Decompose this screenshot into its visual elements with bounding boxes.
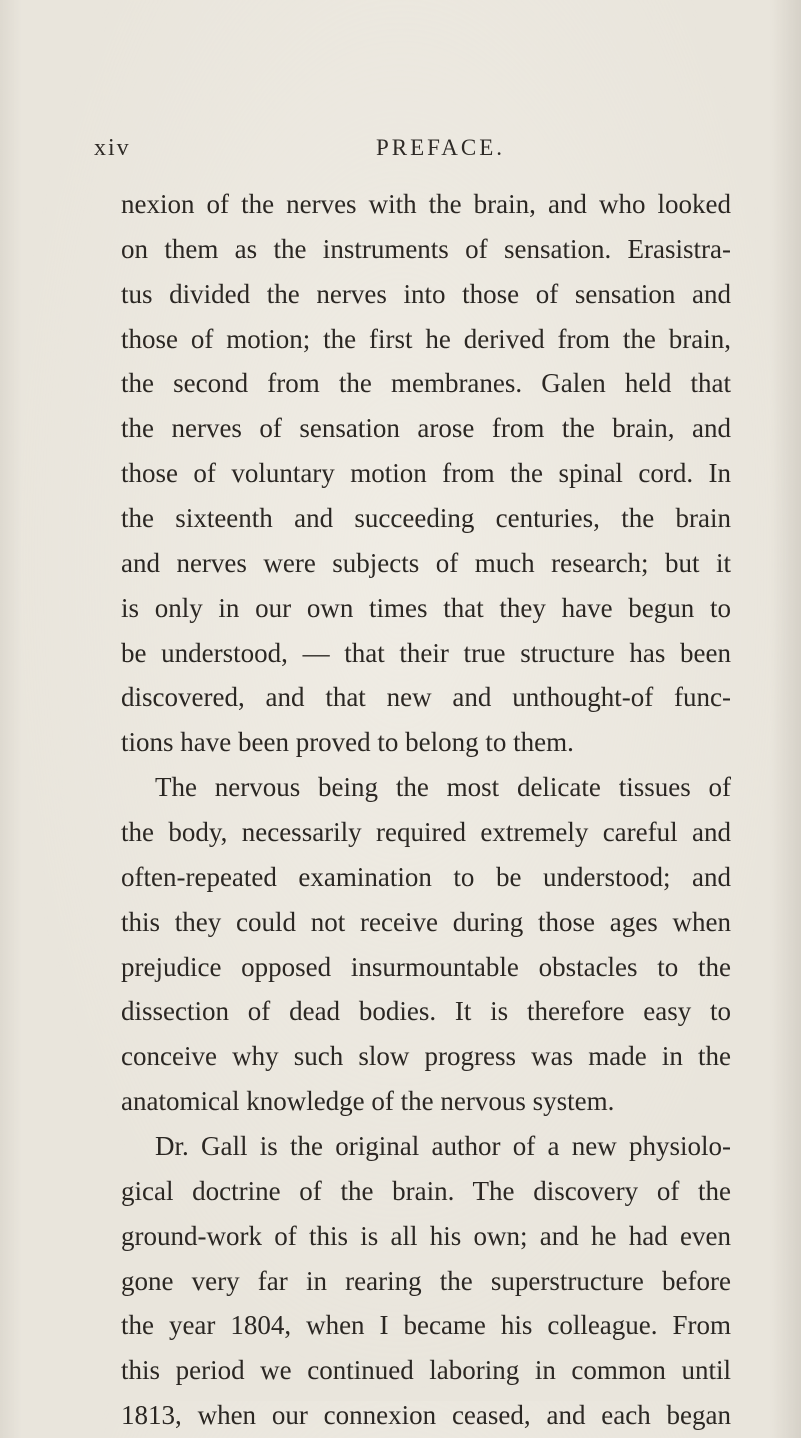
text-line: ground-work of this is all his own; and he had even [121, 1220, 731, 1251]
running-title: PREFACE. [376, 135, 506, 160]
text-line: dissection of dead bodies. It is therefore easy to [121, 996, 731, 1027]
paragraph-end-line: tions have been proved to belong to them. [121, 727, 574, 758]
text-line: 1813, when our connexion ceased, and each began [121, 1400, 731, 1431]
text-line: the body, necessarily required extremely careful and [121, 817, 731, 848]
text-line: often-repeated examination to be understood; and [121, 861, 731, 892]
text-line: on them as the instruments of sensation. Erasistra- [121, 233, 731, 264]
text-line: the second from the membranes. Galen held that [121, 368, 731, 399]
text-line: tus divided the nerves into those of sensation and [121, 278, 731, 309]
text-line: conceive why such slow progress was made in the [121, 1041, 731, 1072]
text-line: the sixteenth and succeeding centuries, the brain [121, 503, 731, 534]
text-line: discovered, and that new and unthought-of func- [121, 682, 731, 713]
page-number: xiv [94, 135, 131, 161]
text-line: is only in our own times that they have begun to [121, 592, 731, 623]
text-line: this period we continued laboring in common until [121, 1355, 731, 1386]
running-head [94, 131, 706, 165]
paragraph-end-line: anatomical knowledge of the nervous system. [121, 1086, 615, 1117]
text-line: those of voluntary motion from the spinal cord. In [121, 458, 731, 489]
text-line: gone very far in rearing the superstructure before [121, 1265, 731, 1296]
text-line: the year 1804, when I became his colleague. From [121, 1310, 731, 1341]
text-line: and nerves were subjects of much research; but it [121, 547, 731, 578]
text-line: gical doctrine of the brain. The discovery of the [121, 1175, 731, 1206]
text-line: those of motion; the first he derived from the brain, [121, 323, 731, 354]
text-line: this they could not receive during those ages when [121, 906, 731, 937]
text-line: be understood, — that their true structure has been [121, 637, 731, 668]
text-line: the nerves of sensation arose from the brain, and [121, 413, 731, 444]
body-text [121, 182, 731, 1438]
paragraph-start-line: Dr. Gall is the original author of a new physiolo- [155, 1131, 731, 1162]
text-line: nexion of the nerves with the brain, and who looked [121, 189, 731, 219]
paragraph-start-line: The nervous being the most delicate tissues of [155, 772, 731, 803]
text-line: prejudice opposed insurmountable obstacles to the [121, 951, 731, 982]
